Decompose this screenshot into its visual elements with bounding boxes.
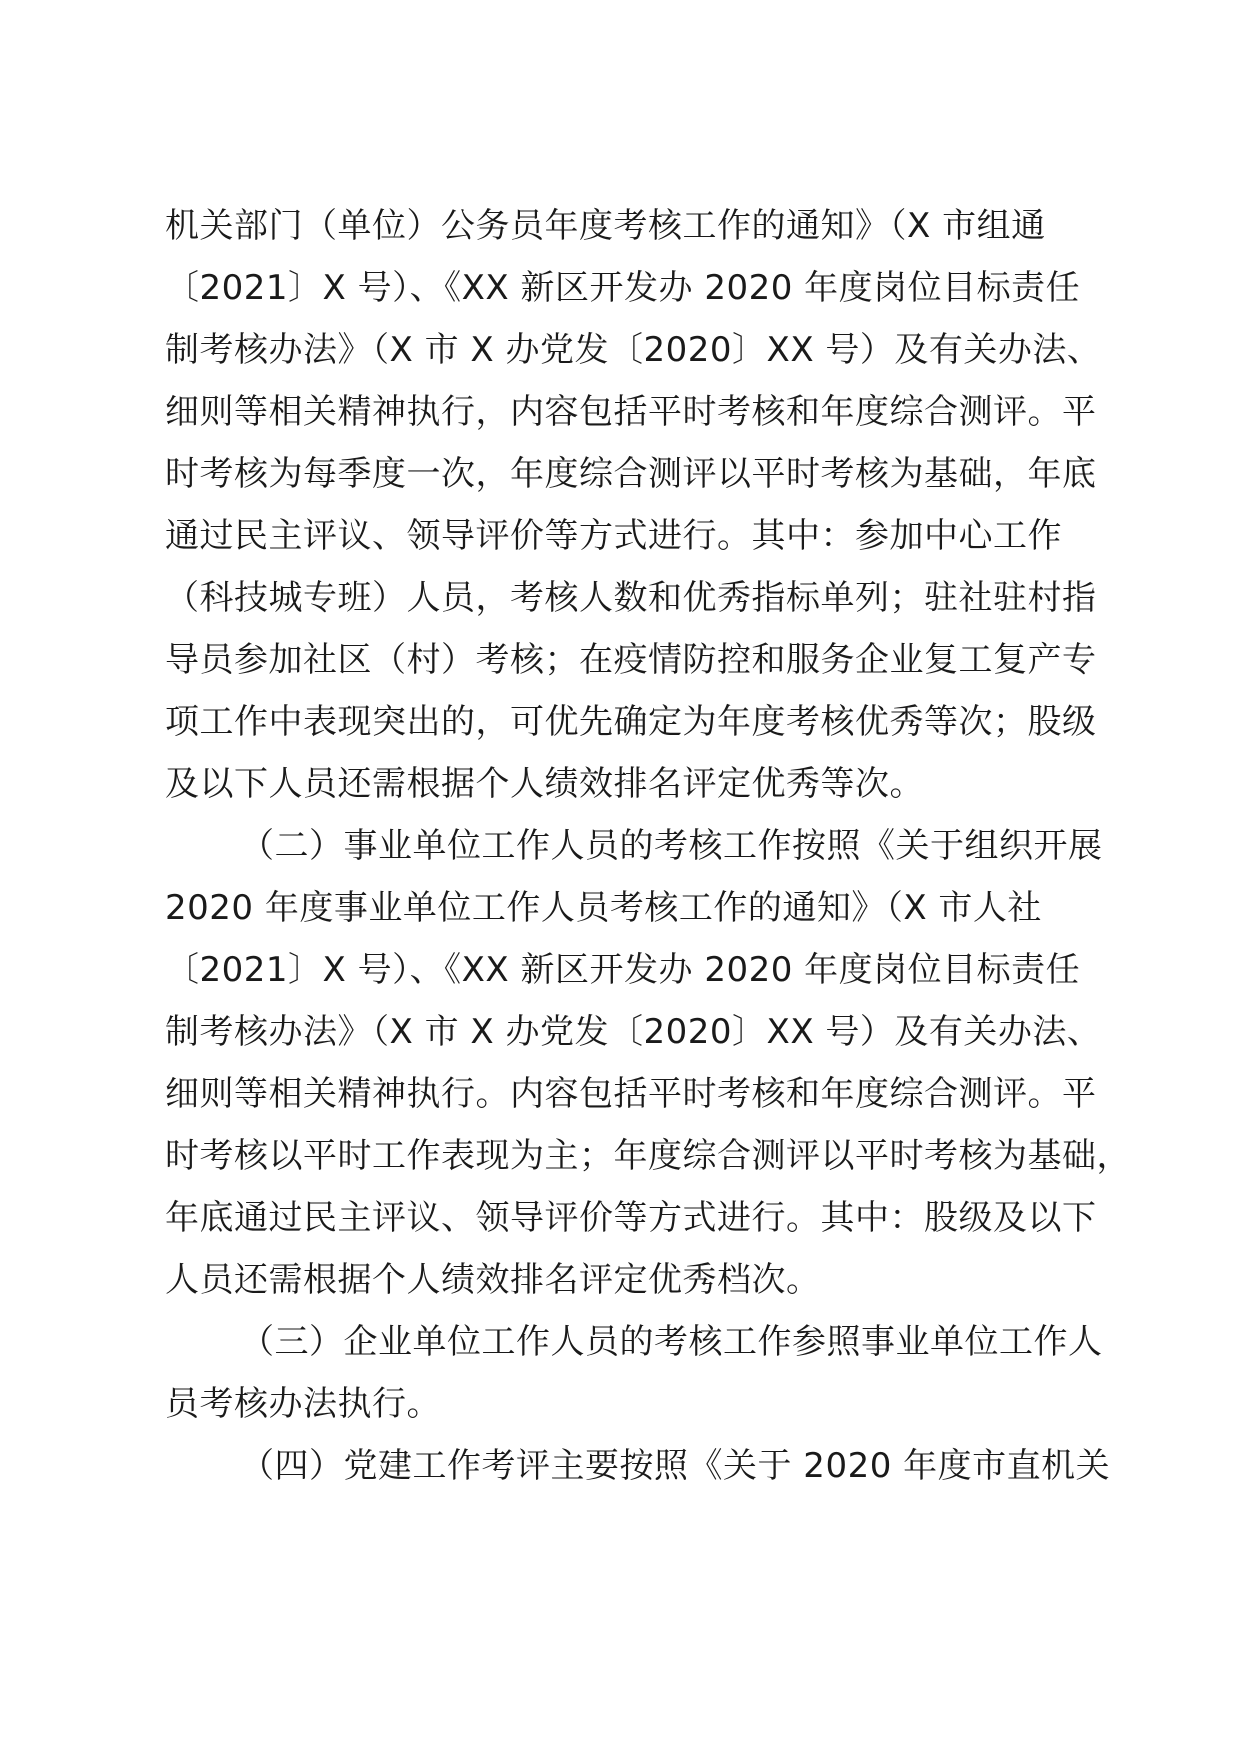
text-line-5: 时考核为每季度一次，年度综合测评以平时考核为基础，年底 bbox=[165, 454, 1097, 494]
text-line-13: 〔2021〕X 号）、《XX 新区开发办 2020 年度岗位目标责任 bbox=[165, 950, 1081, 990]
text-line-20: 员考核办法执行。 bbox=[165, 1384, 441, 1424]
text-line-2: 〔2021〕X 号）、《XX 新区开发办 2020 年度岗位目标责任 bbox=[165, 268, 1081, 308]
text-line-9: 项工作中表现突出的，可优先确定为年度考核优秀等次；股级 bbox=[165, 702, 1097, 742]
text-line-3: 制考核办法》（X 市 X 办党发〔2020〕XX 号）及有关办法、 bbox=[165, 330, 1102, 370]
text-line-15: 细则等相关精神执行。内容包括平时考核和年度综合测评。平 bbox=[165, 1074, 1097, 1114]
text-line-12: 2020 年度事业单位工作人员考核工作的通知》（X 市人社 bbox=[165, 888, 1042, 928]
text-line-14: 制考核办法》（X 市 X 办党发〔2020〕XX 号）及有关办法、 bbox=[165, 1012, 1102, 1052]
text-line-4: 细则等相关精神执行，内容包括平时考核和年度综合测评。平 bbox=[165, 392, 1097, 432]
text-line-8: 导员参加社区（村）考核；在疫情防控和服务企业复工复产专 bbox=[165, 640, 1097, 680]
text-line-7: （科技城专班）人员，考核人数和优秀指标单列；驻社驻村指 bbox=[165, 578, 1097, 618]
paragraph-2-heading-line: （二）事业单位工作人员的考核工作按照《关于组织开展 bbox=[240, 826, 1103, 866]
paragraph-3-heading-line: （三）企业单位工作人员的考核工作参照事业单位工作人 bbox=[240, 1322, 1103, 1362]
text-line-1: 机关部门（单位）公务员年度考核工作的通知》（X 市组通 bbox=[165, 206, 1046, 246]
text-line-17: 年底通过民主评议、领导评价等方式进行。其中：股级及以下 bbox=[165, 1198, 1097, 1238]
text-line-18: 人员还需根据个人绩效排名评定优秀档次。 bbox=[165, 1260, 821, 1300]
text-line-6: 通过民主评议、领导评价等方式进行。其中：参加中心工作 bbox=[165, 516, 1062, 556]
text-line-16: 时考核以平时工作表现为主；年度综合测评以平时考核为基础， bbox=[165, 1136, 1131, 1176]
text-line-10: 及以下人员还需根据个人绩效排名评定优秀等次。 bbox=[165, 764, 924, 804]
paragraph-4-heading-line: （四）党建工作考评主要按照《关于 2020 年度市直机关 bbox=[240, 1446, 1111, 1486]
